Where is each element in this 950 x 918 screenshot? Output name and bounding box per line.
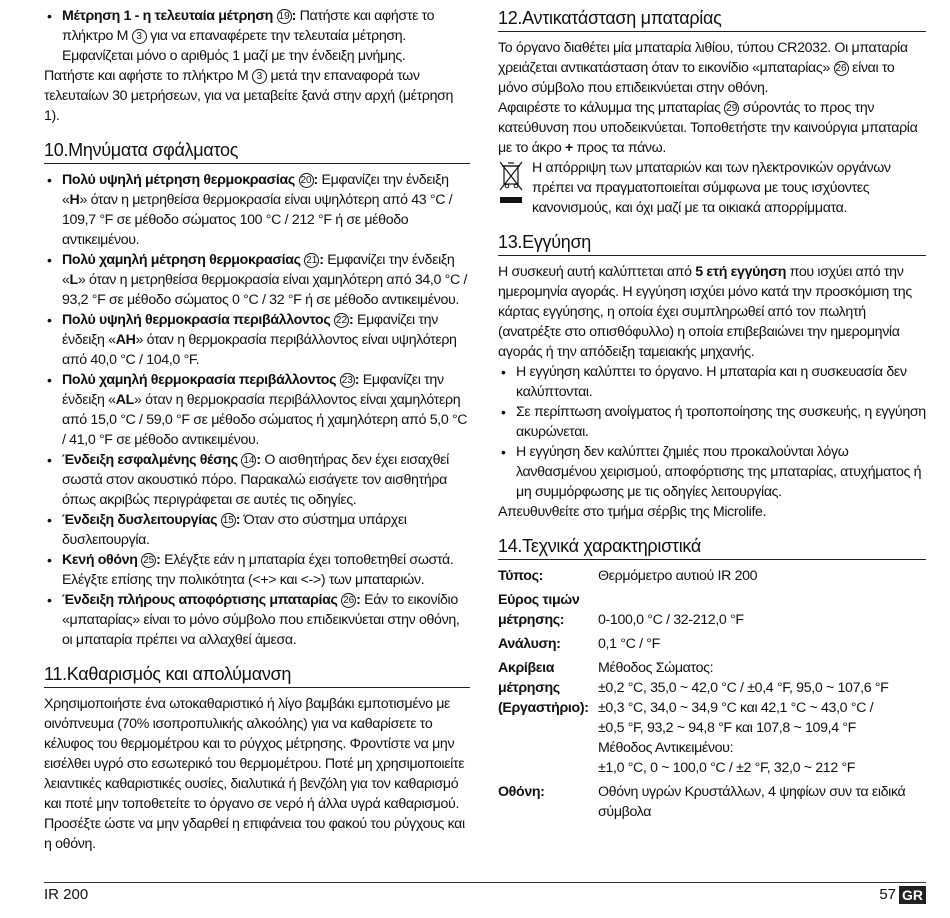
item-text: Πατήστε και αφήστε το πλήκτρο M bbox=[62, 8, 435, 44]
list-item: • Μέτρηση 1 - η τελευταία μέτρηση 19 : Πατήστε και αφήστε το πλήκτρο M 3 για να επαναφέρετε την τελευταία μέτρηση. Εμφανίζεται μόνο ο αριθμός 1 μαζί με την ένδειξη μνήμης. bbox=[44, 6, 470, 66]
table-row: Εύρος τιμών μέτρησης: 0-100,0 °C / 32-212,0 °F bbox=[498, 592, 744, 628]
memory-list bbox=[44, 6, 470, 66]
right-column bbox=[498, 6, 926, 822]
paragraph: Πατήστε και αφήστε το πλήκτρο M 3 μετά την επαναφορά των τελευταίων 30 μετρήσεων, για να μεταβείτε ξανά στην αρχή (μέτρηση 1). bbox=[44, 68, 454, 124]
section-title-11: 11.Καθαρισμός και απολύμανση bbox=[44, 662, 470, 688]
list-item: • Κενή οθόνη 25 : Ελέγξτε εάν η μπαταρία έχει τοποθετηθεί σωστά. Ελέγξτε επίσης την πολικότητα (<+> και <->) των μπαταριών. bbox=[44, 550, 470, 590]
ref-number: 19 bbox=[278, 11, 290, 22]
ref-number: 26 bbox=[835, 63, 847, 74]
paragraph: Το όργανο διαθέτει μία μπαταρία λιθίου, τύπου CR2032. Οι μπαταρία χρειάζεται αντικατάσταση όταν το εικονίδιο «μπαταρίας» 26 είναι το μόνο σύμβολο που επιδεικνύεται στην οθόνη. bbox=[498, 40, 908, 96]
cleaning-paragraph: Χρησιμοποιήστε ένα ωτοκαθαριστικό ή λίγο βαμβάκι εμποτισμένο με οινόπνευμα (70% ισοπροπυλικής αλκοόλης) για να καθαρίσετε το κέλυφος του θερμομέτρου και το ρύγχος μέτρησης. Φροντίστε να μην εισέλθει υγρό στο εσωτερικό του θερμομέτρου. Ποτέ μη χρησιμοποιείτε λειαντικές καθαριστικές ουσίες, διαλυτικά ή βενζόλη για τον καθαρισμό και ποτέ μην τοποθετείτε το όργανο σε νερό ή άλλα υγρά καθαρισμού. Προσέξτε ώστε να μην γδαρθεί η επιφάνεια του φακού του ρύγχους και η οθόνη. bbox=[44, 696, 465, 852]
left-column bbox=[44, 6, 470, 854]
ref-number: 20 bbox=[300, 175, 312, 186]
model-name: IR 200 bbox=[44, 886, 89, 903]
table-row: Τύπος: Θερμόμετρο αυτιού IR 200 bbox=[498, 568, 758, 584]
list-item: • Η εγγύηση καλύπτει το όργανο. Η μπαταρία και η συσκευασία δεν καλύπτονται. bbox=[498, 362, 926, 402]
item-label: Μέτρηση 1 - η τελευταία μέτρηση bbox=[62, 8, 274, 24]
list-item: • Πολύ υψηλή μέτρηση θερμοκρασίας 20 : Εμφανίζει την ένδειξη «H» όταν η μετρηθείσα θερμοκρασία είναι υψηλότερη από 43 °C / 109,7 °F σε μέθοδο σώματος 100 °C / 212 °F ή σε μέθοδο αντικειμένου. bbox=[44, 170, 470, 250]
page-number: 57 bbox=[879, 886, 896, 903]
item-text: για να επαναφέρετε την τελευταία μέτρηση. Εμφανίζεται μόνο ο αριθμός 1 μαζί με την ένδειξη μνήμης. bbox=[62, 28, 406, 64]
ref-number: 14 bbox=[243, 455, 255, 466]
button-ref: 3 bbox=[132, 29, 147, 44]
language-badge: GR bbox=[899, 886, 926, 904]
list-item: • Πολύ χαμηλή θερμοκρασία περιβάλλοντος 23 : Εμφανίζει την ένδειξη «AL» όταν η θερμοκρασία περιβάλλοντος είναι χαμηλότερη από 15,0 °C / 59,0 °F σε μέθοδο σώματος ή χαμηλότερη από 5,0 °C / 41,0 °F σε μέθοδο αντικειμένου. bbox=[44, 370, 470, 450]
list-item: • Η εγγύηση δεν καλύπτει ζημιές που προκαλούνται λόγω λανθασμένου χειρισμού, αποφόρτισης της μπαταρίας, ατυχήματος ή μη συμμόρφωσης με τις οδηγίες λειτουργίας. bbox=[498, 442, 926, 502]
disposal-text: Η απόρριψη των μπαταριών και των ηλεκτρονικών οργάνων πρέπει να πραγματοποιείται σύμφωνα με τους ισχύοντες κανονισμούς, και όχι μαζί με τα οικιακά απορρίμματα. bbox=[532, 160, 891, 216]
table-row: Οθόνη: Οθόνη υγρών Κρυστάλλων, 4 ψηφίων συν τα ειδικά σύμβολα bbox=[498, 784, 906, 820]
section-title-14: 14.Τεχνικά χαρακτηριστικά bbox=[498, 534, 926, 560]
section-title-12: 12.Αντικατάσταση μπαταρίας bbox=[498, 6, 926, 32]
ref-number: 23 bbox=[341, 375, 353, 386]
spec-table bbox=[498, 566, 926, 822]
list-item: • Ένδειξη εσφαλμένης θέσης 14 : Ο αισθητήρας δεν έχει εισαχθεί σωστά στον ακουστικό πόρο. Παρακαλώ εισάγετε τον αισθητήρα όπως ακριβώς περιγράφεται σε αυτές τις οδηγίες. bbox=[44, 450, 470, 510]
ref-number: 25 bbox=[143, 555, 155, 566]
error-list bbox=[44, 170, 470, 650]
list-item: • Ένδειξη δυσλειτουργίας 15 : Όταν στο σύστημα υπάρχει δυσλειτουργία. bbox=[44, 510, 470, 550]
list-item: • Σε περίπτωση ανοίγματος ή τροποποίησης της συσκευής, η εγγύηση ακυρώνεται. bbox=[498, 402, 926, 442]
warranty-list bbox=[498, 362, 926, 502]
ref-number: 29 bbox=[726, 103, 738, 114]
list-item: • Πολύ χαμηλή μέτρηση θερμοκρασίας 21 : Εμφανίζει την ένδειξη «L» όταν η μετρηθείσα θερμοκρασία είναι χαμηλότερη από 34,0 °C / 93,2 °F σε μέθοδο σώματος 0 °C / 32 °F ή σε μέθοδο αντικειμένου. bbox=[44, 250, 470, 310]
ref-number: 15 bbox=[222, 515, 234, 526]
button-ref: 3 bbox=[252, 69, 267, 84]
ref-number: 21 bbox=[306, 255, 318, 266]
table-row: Ανάλυση: 0,1 °C / °F bbox=[498, 636, 660, 652]
table-row: Ακρίβεια μέτρησης (Εργαστήριο): Μέθοδος Σώματος: ±0,2 °C, 35,0 ~ 42,0 °C / ±0,4 °F, 95,0 ~ 107,6 °F ±0,3 °C, 34,0 ~ 34,9 °C και 42,1 °C ~ 43,0 °C / ±0,5 °F, 93,2 ~ 94,8 °F και 107,8 ~ 109,4 °F Μέθοδος Αντικειμένου: ±1,0 °C, 0 ~ 100,0 °C / ±2 °F, 32,0 ~ 212 °F bbox=[498, 660, 889, 776]
disposal-note bbox=[498, 158, 926, 218]
paragraph: Απευθυνθείτε στο τμήμα σέρβις της Microlife. bbox=[498, 504, 767, 520]
paragraph: Η συσκευή αυτή καλύπτεται από 5 ετή εγγύηση που ισχύει από την ημερομηνία αγοράς. Η εγγύηση ισχύει μόνο κατά την προσκόμιση της κάρτας εγγύησης, η οποία έχει συμπληρωθεί από τον πωλητή (ανατρέξτε στο οπισθόφυλλο) η οποία επιβεβαιώνει την ημερομηνία αγοράς ή την απόδειξη ταμειακής μηχανής. bbox=[498, 264, 912, 360]
page-footer bbox=[44, 882, 926, 903]
ref-number: 22 bbox=[335, 315, 348, 326]
list-item: • Πολύ υψηλή θερμοκρασία περιβάλλοντος 22 : Εμφανίζει την ένδειξη «AH» όταν η θερμοκρασία περιβάλλοντος είναι υψηλότερη από 40,0 °C / 104,0 °F. bbox=[44, 310, 470, 370]
crossed-bin-icon bbox=[498, 158, 532, 218]
section-title-13: 13.Εγγύηση bbox=[498, 230, 926, 256]
list-item: • Ένδειξη πλήρους αποφόρτισης μπαταρίας 26 : Εάν το εικονίδιο «μπαταρίας» είναι το μόνο σύμβολο που επιδεικνύεται στην οθόνη, οι μπαταρία πρέπει να αλλαχθεί άμεσα. bbox=[44, 590, 470, 650]
paragraph: Αφαιρέστε το κάλυμμα της μπαταρίας 29 σύροντάς το προς την κατεύθυνση που υποδεικνύεται. Τοποθετήστε την καινούργια μπαταρία με το άκρο + προς τα πάνω. bbox=[498, 100, 918, 156]
ref-number: 26 bbox=[343, 595, 355, 606]
section-title-10: 10.Μηνύματα σφάλματος bbox=[44, 138, 470, 164]
